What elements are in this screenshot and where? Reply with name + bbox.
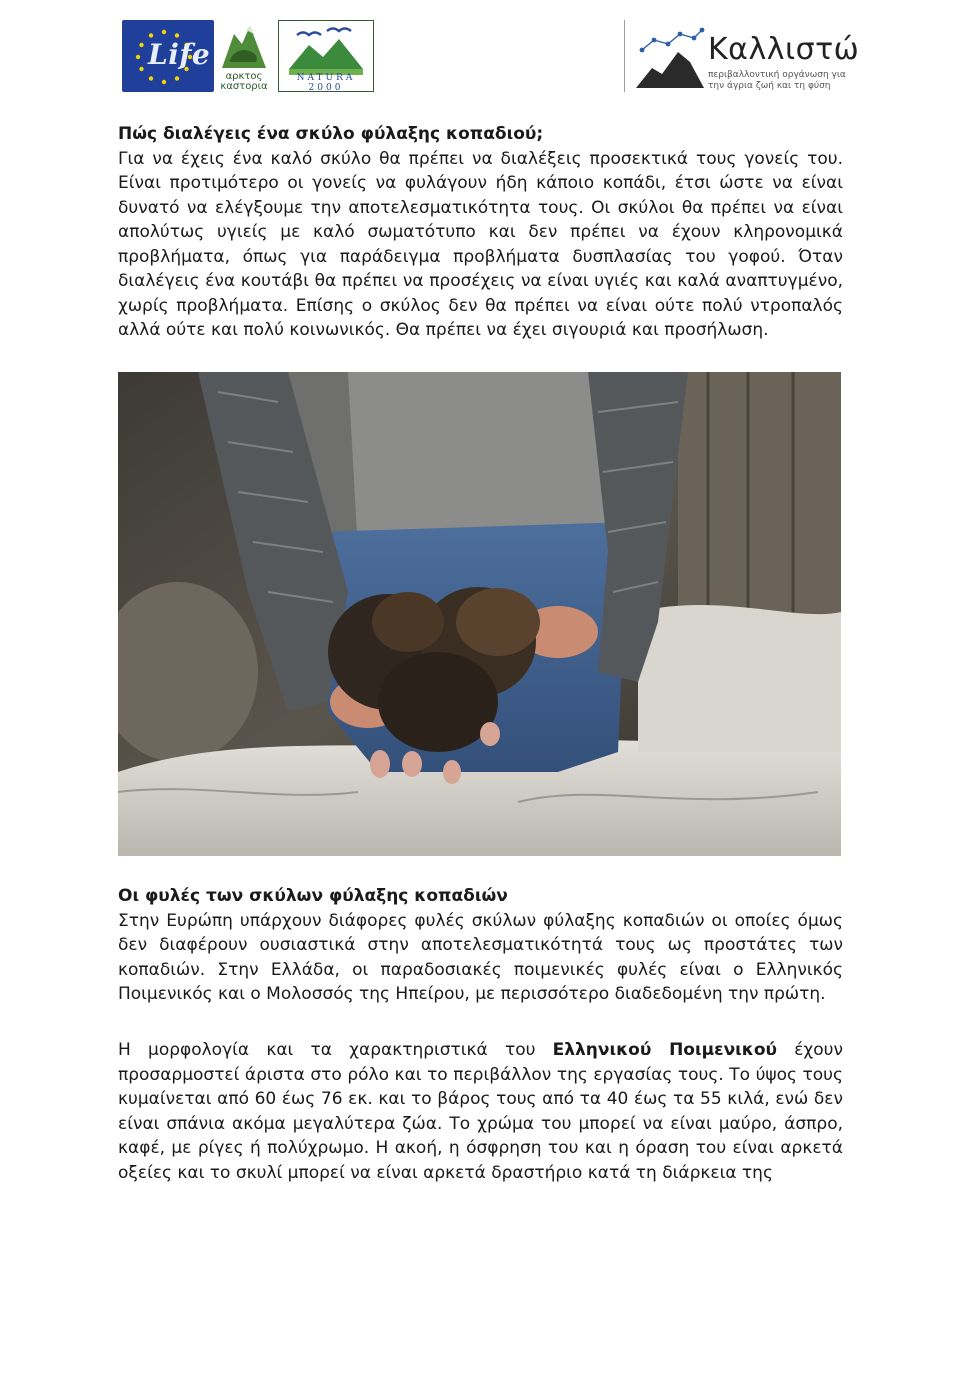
section-paragraph: Στην Ευρώπη υπάρχουν διάφορες φυλές σκύλων φύλαξης κοπαδιών οι οποίες όμως δεν διαφέρουν ουσιαστικά στην αποτελεσματικότητά τους ως προστάτες των κοπαδιών. Στην Ελλάδα, οι παραδοσιακές ποιμενικές φυλές είναι ο Ελληνικός Ποιμενικός και ο Μολοσσός της Ηπείρου, με περισσότερο διαδεδομένη την πρώτη. [118, 910, 843, 1004]
constellation-icon [632, 22, 708, 92]
section-paragraph [118, 1038, 843, 1185]
arktos-kastoria-label: αρκτος καστορια [220, 71, 268, 92]
life-logo [122, 20, 214, 92]
natura-birds-icon [279, 21, 373, 79]
puppies-photo [118, 372, 841, 856]
section-heading: Πώς διαλέγεις ένα σκύλο φύλαξης κοπαδιού; [118, 124, 544, 144]
breed-name-bold: Ελληνικού Ποιμενικού [552, 1040, 778, 1060]
arktos-kastoria-logo [216, 20, 272, 94]
section-paragraph: Για να έχεις ένα καλό σκύλο θα πρέπει να διαλέξεις προσεκτικά τους γονείς του. Είναι προτιμότερο οι γονείς να φυλάγουν ήδη κάποιο κοπάδι, έτσι ώστε να είναι δυνατό να ελέγξουμε την αποτελεσματικότητα τους. Οι σκύλοι θα πρέπει να είναι απολύτως υγιείς με καλό σωματότυπο και δεν πρέπει να έχουν κληρονομικά προβλήματα, όπως για παράδειγμα προβλήματα δυσπλασίας του γοφού. Όταν διαλέγεις ένα κουτάβι θα πρέπει να προσέχεις να είναι υγιές και καλά αναπτυγμένο, χωρίς προβλήματα. Επίσης ο σκύλος δεν θα πρέπει να είναι ούτε πολύ ντροπαλός αλλά ούτε και πολύ κοινωνικός. Θα πρέπει να έχει σιγουριά και προσήλωση. [118, 148, 843, 340]
section-heading: Οι φυλές των σκύλων φύλαξης κοπαδιών [118, 886, 508, 906]
life-logo-text: Life [148, 38, 211, 71]
natura-2000-label: NATURA 2000 [296, 73, 356, 93]
natura-2000-logo [278, 20, 374, 92]
paragraph-text: έχουν προσαρμοστεί άριστα στο ρόλο και το περιβάλλον της εργασίας τους. Το ύψος τους κυμαίνεται από 60 έως 76 εκ. και το βάρος τους από τα 40 έως τα 55 κιλά, ενώ δεν είναι σπάνια ακόμα μεγαλύτερα ζώα. Το χρώμα του μπορεί να είναι μαύρο, άσπρο, καφέ, με ρίγες ή πολύχρωμο. Η ακοή, η όσφρηση του και η όραση του είναι αρκετά οξείες και το σκυλί μπορεί να είναι αρκετά δραστήριο κατά τη διάρκεια της [118, 1040, 843, 1183]
kallisto-logo [624, 18, 860, 98]
section-greek-shepherd [118, 1038, 843, 1185]
header-logos [118, 18, 860, 98]
bear-mountain-icon [216, 20, 272, 72]
section-dog-breeds [118, 884, 843, 1007]
puppies-photo-image [118, 372, 841, 856]
logo-divider [624, 20, 625, 92]
paragraph-text: Η μορφολογία και τα χαρακτηριστικά του [118, 1040, 553, 1060]
section-choosing-dog [118, 122, 843, 343]
kallisto-tagline: περιβαλλοντική οργάνωση για την άγρια ζωή και τη φύση [708, 70, 846, 91]
kallisto-name: Καλλιστώ [708, 32, 860, 67]
